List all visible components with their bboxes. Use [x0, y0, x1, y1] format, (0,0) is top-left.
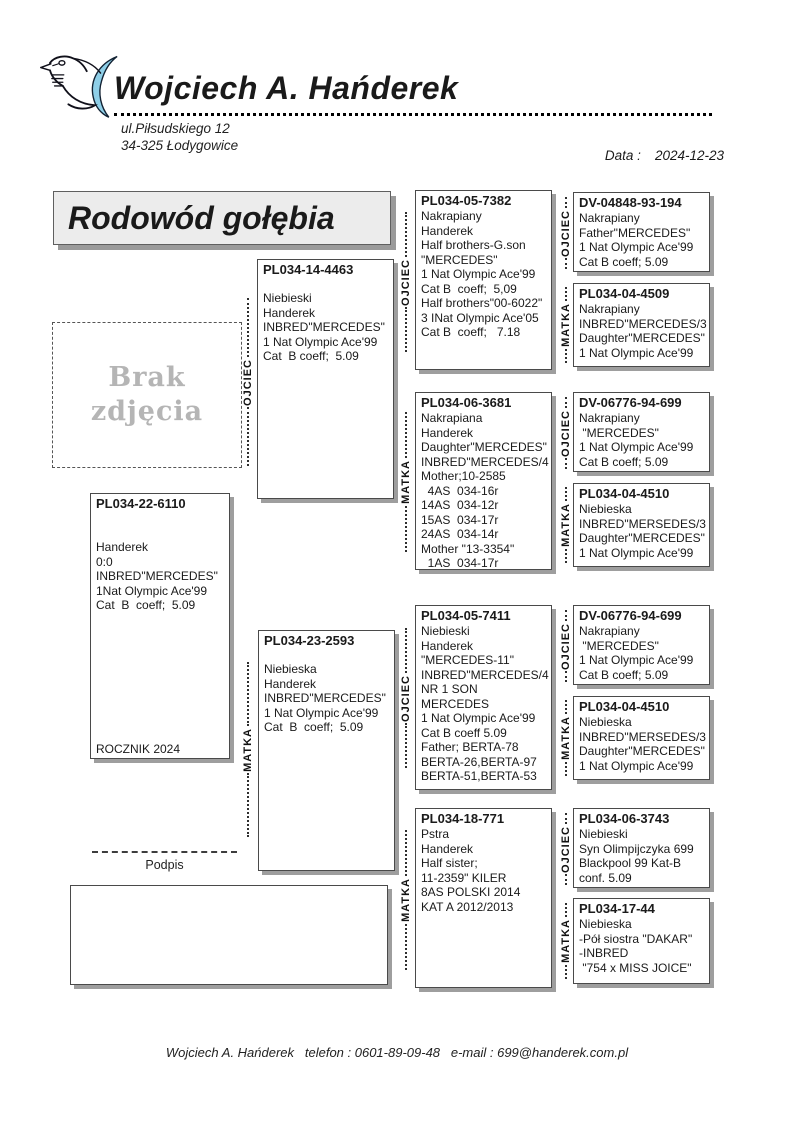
photo-placeholder-line2: zdjęcia	[90, 396, 204, 427]
spacer	[264, 649, 389, 662]
detail-line: 4AS 034-16r	[421, 483, 499, 498]
detail-line: -INBRED	[579, 946, 629, 960]
detail-line: Daughter"MERCEDES"	[579, 744, 705, 758]
mother-label: MATKA	[400, 460, 412, 504]
year-of-birth: ROCZNIK 2024	[96, 741, 181, 756]
detail-line: Handerek	[264, 676, 317, 691]
dotted-line	[565, 965, 567, 979]
dotted-line	[565, 610, 567, 621]
father-label: OJCIEC	[400, 258, 412, 306]
dotted-line	[565, 349, 567, 363]
detail-line: Niebieska	[264, 662, 317, 676]
bird-details	[421, 411, 549, 571]
mother-label: MATKA	[560, 303, 572, 347]
detail-line: INBRED"MERSEDES/3	[579, 516, 706, 531]
detail-line: "754 x MISS JOICE"	[579, 960, 692, 975]
detail-line: 1Nat Olympic Ace'99	[96, 583, 208, 598]
dotted-line	[565, 258, 567, 269]
notes-box	[70, 885, 388, 985]
bird-details	[579, 502, 704, 560]
detail-line: Father; BERTA-78	[421, 740, 519, 754]
detail-line: Cat B coeff; 5.09	[264, 720, 364, 734]
connector-mother	[559, 700, 573, 776]
dotted-line	[405, 212, 407, 257]
grandparent-box	[415, 808, 552, 988]
detail-line: 1 Nat Olympic Ace'99	[264, 705, 379, 720]
detail-line: 14AS 034-12r	[421, 498, 499, 512]
grandparent-box	[415, 605, 552, 790]
connector-father	[241, 298, 255, 466]
great-grandparent-box	[573, 283, 710, 367]
photo-placeholder-line1: Brak	[108, 362, 186, 394]
father-label: OJCIEC	[560, 409, 572, 457]
connector-mother	[399, 412, 413, 552]
dotted-line	[247, 407, 249, 466]
bird-details	[579, 715, 704, 773]
detail-line: BERTA-51,BERTA-53	[421, 769, 537, 783]
dotted-line	[405, 830, 407, 876]
great-grandparent-box	[573, 192, 710, 272]
detail-line: Cat B coeff; 7.18	[421, 325, 521, 339]
mother-label: MATKA	[560, 503, 572, 547]
connector-mother	[241, 662, 255, 837]
great-grandparent-box	[573, 392, 710, 472]
ring-number: DV-06776-94-699	[579, 395, 682, 410]
bird-details	[579, 827, 704, 885]
detail-line: INBRED"MERCEDES/4	[421, 454, 549, 469]
detail-line: NR 1 SON MERCEDES	[421, 682, 490, 711]
bird-details	[579, 624, 704, 682]
detail-line: INBRED"MERSEDES/3	[579, 729, 706, 744]
ring-number: PL034-05-7382	[421, 193, 512, 208]
detail-line: Nakrapiany	[421, 209, 482, 223]
detail-line: "MERCEDES"	[579, 638, 659, 653]
dotted-line	[565, 903, 567, 917]
breeder-name: Wojciech A. Hańderek	[114, 70, 459, 106]
detail-line: BERTA-26,BERTA-97	[421, 754, 537, 769]
bird-details	[421, 209, 546, 340]
detail-line: Cat B coeff; 5.09	[579, 254, 669, 269]
ring-number: PL034-06-3681	[421, 395, 512, 410]
ring-number: PL034-06-3743	[579, 811, 670, 826]
detail-line: Handerek	[421, 638, 474, 653]
ring-number: PL034-04-4509	[579, 286, 670, 301]
dotted-line	[247, 298, 249, 357]
detail-line: 1AS 034-17r	[421, 556, 499, 570]
detail-line: Daughter"MERCEDES"	[579, 531, 705, 545]
main-bird-box	[90, 493, 230, 759]
detail-line: KAT A 2012/2013	[421, 899, 514, 914]
detail-line: Daughter"MERCEDES"	[421, 440, 547, 454]
connector-mother	[399, 830, 413, 970]
detail-line: 3 INat Olympic Ace'05	[421, 310, 539, 325]
detail-line: Nakrapiana	[421, 411, 483, 425]
detail-line: Mother;10-2585	[421, 469, 506, 483]
detail-line: Handerek	[96, 540, 149, 554]
signature-line	[92, 851, 237, 853]
date-label: Data :	[604, 148, 641, 163]
dotted-line	[565, 813, 567, 824]
detail-line: "MERCEDES"	[579, 425, 659, 440]
detail-line: Nakrapiany	[579, 302, 640, 316]
connector-mother	[559, 287, 573, 363]
connector-father	[399, 628, 413, 768]
detail-line: Nakrapiany	[579, 411, 640, 425]
address-city: 34-325 Łodygowice	[121, 138, 239, 153]
detail-line: Niebieska	[579, 502, 632, 516]
dotted-line	[565, 671, 567, 682]
bird-details	[579, 917, 704, 975]
bird-details	[264, 662, 389, 735]
detail-line: Half sister;	[421, 856, 478, 870]
great-grandparent-box	[573, 483, 710, 567]
mother-label: MATKA	[242, 727, 254, 772]
bird-details	[421, 624, 549, 784]
dotted-line	[565, 287, 567, 301]
detail-line: 0:0	[96, 554, 113, 569]
father-label: OJCIEC	[242, 358, 254, 406]
detail-line: 1 Nat Olympic Ace'99	[579, 440, 694, 454]
photo-placeholder	[52, 322, 242, 468]
detail-line: INBRED"MERCEDES/3	[579, 316, 707, 331]
detail-line: INBRED"MERCEDES"	[96, 569, 218, 583]
ring-number: PL034-14-4463	[263, 262, 354, 277]
detail-line: Half brothers"00-6022"	[421, 296, 543, 310]
grandparent-box	[415, 190, 552, 370]
signature-label: Podpis	[145, 858, 184, 872]
bird-details	[263, 291, 388, 364]
dotted-line	[565, 874, 567, 885]
connector-father	[559, 813, 573, 885]
detail-line: 1 Nat Olympic Ace'99	[421, 267, 536, 281]
detail-line: 8AS POLSKI 2014	[421, 885, 521, 899]
detail-line: Nakrapiany	[579, 211, 640, 225]
detail-line: conf. 5.09	[579, 870, 632, 885]
ring-number: DV-06776-94-699	[579, 608, 682, 623]
bird-details	[579, 411, 704, 469]
dotted-line	[405, 307, 407, 352]
detail-line: "MERCEDES"	[421, 252, 498, 267]
bird-details	[421, 827, 546, 914]
detail-line: -Pół siostra "DAKAR"	[579, 931, 693, 946]
spacer	[96, 512, 224, 540]
dotted-line	[565, 197, 567, 208]
detail-line: Half brothers-G.son	[421, 238, 526, 252]
connector-father	[559, 397, 573, 469]
mother-box	[258, 630, 395, 871]
detail-line: Niebieski	[263, 291, 312, 305]
detail-line: 15AS 034-17r	[421, 512, 499, 527]
dotted-line	[565, 458, 567, 469]
detail-line: 1 Nat Olympic Ace'99	[421, 711, 536, 725]
detail-line: 1 Nat Olympic Ace'99	[579, 545, 694, 560]
dotted-line	[565, 397, 567, 408]
dotted-line	[565, 762, 567, 776]
detail-line: Handerek	[263, 305, 316, 320]
date-value: 2024-12-23	[654, 148, 724, 163]
detail-line: Niebieski	[579, 827, 628, 841]
date-row	[480, 148, 724, 163]
detail-line: 1 Nat Olympic Ace'99	[263, 334, 378, 349]
contact-footer: Wojciech A. Hańderek telefon : 0601-89-09-48 e-mail : 699@handerek.com.pl	[165, 1045, 629, 1060]
detail-line: Handerek	[421, 223, 474, 238]
detail-line: Syn Olimpijczyka 699	[579, 841, 694, 856]
connector-mother	[559, 487, 573, 563]
dotted-line	[405, 723, 407, 768]
connector-father	[559, 610, 573, 682]
detail-line: 1 Nat Olympic Ace'99	[579, 240, 694, 254]
connector-father	[399, 212, 413, 352]
detail-line: Cat B coeff; 5,09	[421, 281, 517, 296]
detail-line: INBRED"MERCEDES"	[263, 320, 385, 334]
bird-details	[96, 540, 224, 613]
dotted-line	[405, 628, 407, 673]
detail-line: Daughter"MERCEDES"	[579, 331, 705, 345]
detail-line: INBRED"MERCEDES/4	[421, 667, 549, 682]
mother-label: MATKA	[560, 716, 572, 760]
father-label: OJCIEC	[560, 825, 572, 873]
father-box	[257, 259, 394, 499]
connector-father	[559, 197, 573, 269]
detail-line: 24AS 034-14r	[421, 527, 499, 541]
dotted-line	[405, 924, 407, 970]
ring-number: PL034-18-771	[421, 811, 505, 826]
detail-line: Cat B coeff; 5.09	[263, 349, 359, 363]
father-label: OJCIEC	[400, 674, 412, 722]
mother-label: MATKA	[560, 919, 572, 963]
detail-line: Niebieski	[421, 624, 470, 638]
bird-details	[579, 302, 707, 360]
detail-line: INBRED"MERCEDES"	[264, 691, 386, 705]
dotted-line	[405, 506, 407, 552]
great-grandparent-box	[573, 605, 710, 685]
address-street: ul.Piłsudskiego 12	[121, 121, 230, 136]
detail-line: 1 Nat Olympic Ace'99	[579, 345, 694, 360]
detail-line: 1 Nat Olympic Ace'99	[579, 653, 694, 667]
ring-number: DV-04848-93-194	[579, 195, 682, 210]
dotted-line	[565, 700, 567, 714]
ring-number: PL034-05-7411	[421, 608, 511, 623]
ring-number: PL034-04-4510	[579, 486, 670, 501]
detail-line: "MERCEDES-11"	[421, 653, 514, 667]
great-grandparent-box	[573, 898, 710, 984]
detail-line: Handerek	[421, 841, 474, 856]
great-grandparent-box	[573, 696, 710, 780]
father-label: OJCIEC	[560, 622, 572, 670]
detail-line: Niebieska	[579, 715, 632, 729]
detail-line: Niebieska	[579, 917, 632, 931]
detail-line: Nakrapiany	[579, 624, 640, 638]
grandparent-box	[415, 392, 552, 570]
detail-line: 1 Nat Olympic Ace'99	[579, 758, 694, 773]
detail-line: Pstra	[421, 827, 450, 841]
ring-number: PL034-23-2593	[264, 633, 355, 648]
dotted-line	[565, 487, 567, 501]
page-title: Rodowód gołębia	[53, 191, 391, 245]
detail-line: Cat B coeff; 5.09	[579, 667, 669, 682]
ring-number: PL034-04-4510	[579, 699, 670, 714]
father-label: OJCIEC	[560, 209, 572, 257]
name-underline	[114, 113, 712, 116]
detail-line: Mother "13-3354"	[421, 541, 515, 556]
detail-line: Cat B coeff 5.09	[421, 725, 507, 740]
ring-number: PL034-22-6110	[96, 496, 186, 511]
mother-label: MATKA	[400, 878, 412, 922]
spacer	[263, 278, 388, 291]
detail-line: Cat B coeff; 5.09	[579, 454, 669, 469]
bird-details	[579, 211, 704, 269]
dotted-line	[405, 412, 407, 458]
dotted-line	[247, 773, 249, 837]
detail-line: Blackpool 99 Kat-B	[579, 856, 682, 870]
connector-mother	[559, 903, 573, 979]
detail-line: Father"MERCEDES"	[579, 225, 691, 240]
detail-line: 11-2359" KILER	[421, 870, 507, 885]
dotted-line	[565, 549, 567, 563]
dotted-line	[247, 662, 249, 726]
ring-number: PL034-17-44	[579, 901, 655, 916]
detail-line: Handerek	[421, 425, 474, 440]
great-grandparent-box	[573, 808, 710, 888]
detail-line: Cat B coeff; 5.09	[96, 598, 196, 612]
